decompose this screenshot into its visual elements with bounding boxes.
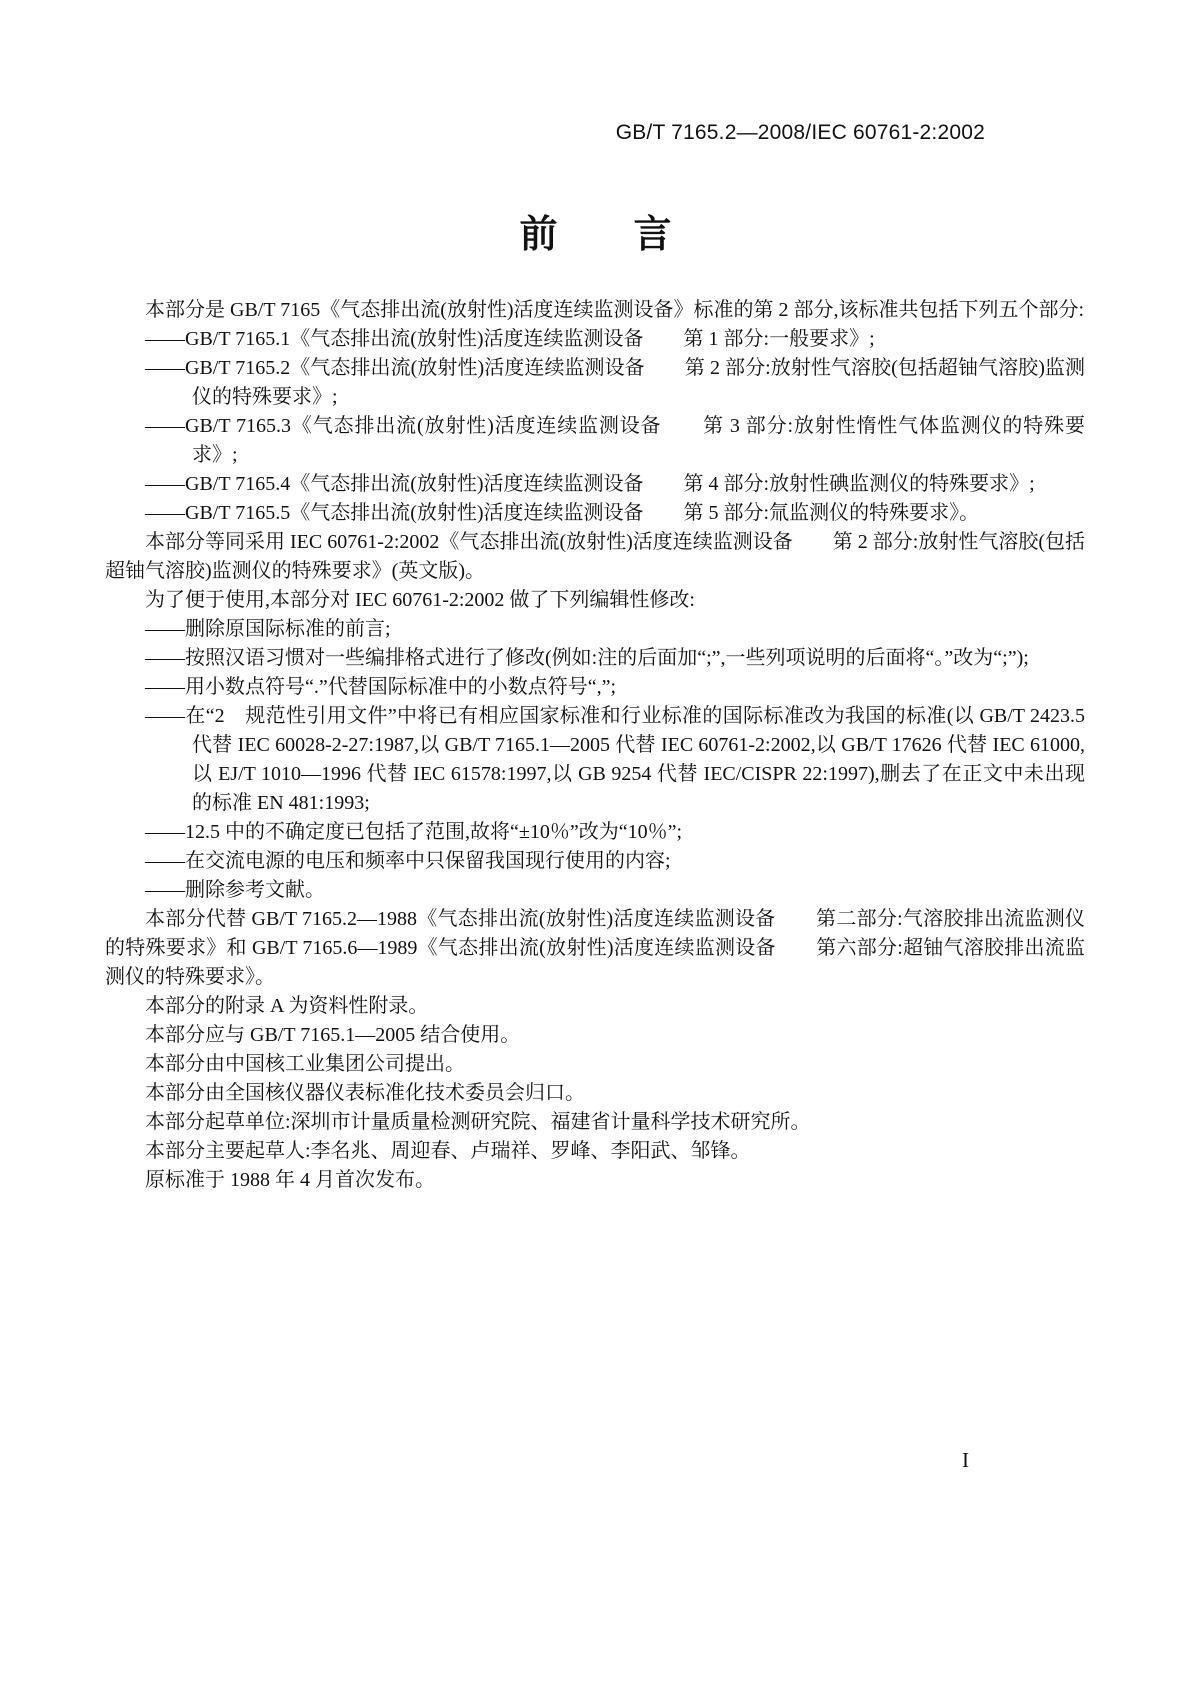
paragraph: 为了便于使用,本部分对 IEC 60761-2:2002 做了下列编辑性修改: bbox=[145, 589, 695, 611]
paragraph: 本部分等同采用 IEC 60761-2:2002《气态排出流(放射性)活度连续监测设备 第 2 部分:放射性气溶胶(包括超铀气溶胶)监测仪的特殊要求》(英文版)。 bbox=[105, 531, 1085, 582]
paragraph: ——在交流电源的电压和频率中只保留我国现行使用的内容; bbox=[145, 850, 671, 872]
page-number: I bbox=[962, 1448, 969, 1472]
paragraph: 本部分由全国核仪器仪表标准化技术委员会归口。 bbox=[145, 1082, 585, 1104]
paragraph: 本部分是 GB/T 7165《气态排出流(放射性)活度连续监测设备》标准的第 2 部分,该标准共包括下列五个部分: bbox=[145, 299, 1085, 321]
paragraph: ——按照汉语习惯对一些编排格式进行了修改(例如:注的后面加“;”,一些列项说明的后面将“。”改为“;”); bbox=[145, 647, 1029, 669]
paragraph: ——删除原国际标准的前言; bbox=[145, 618, 391, 640]
paragraph: 原标准于 1988 年 4 月首次发布。 bbox=[145, 1169, 435, 1191]
paragraph: 本部分代替 GB/T 7165.2—1988《气态排出流(放射性)活度连续监测设备 第二部分:气溶胶排出流监测仪的特殊要求》和 GB/T 7165.6—1989《气态排出流(放射性)活度连续监测设备 第六部分:超铀气溶胶排出流监测仪的特殊要求》。 bbox=[105, 908, 1085, 988]
paragraph: ——在“2 规范性引用文件”中将已有相应国家标准和行业标准的国际标准改为我国的标准(以 GB/T 2423.5 代替 IEC 60028-2-27:1987,以 GB/T 7165.1—2005 代替 IEC 60761-2:2002,以 GB/T 17626 代替 IEC 61000,以 EJ/T 1010—1996 代替 IEC 61578:1997,以 GB 9254 代替 IEC/CISPR 22:1997),删去了在正文中未出现的标准 EN 481:1993; bbox=[145, 705, 1085, 814]
paragraph: ——GB/T 7165.2《气态排出流(放射性)活度连续监测设备 第 2 部分:放射性气溶胶(包括超铀气溶胶)监测仪的特殊要求》; bbox=[145, 357, 1085, 408]
paragraph: ——GB/T 7165.3《气态排出流(放射性)活度连续监测设备 第 3 部分:放射性惰性气体监测仪的特殊要求》; bbox=[145, 415, 1085, 466]
paragraph: ——GB/T 7165.1《气态排出流(放射性)活度连续监测设备 第 1 部分:一般要求》; bbox=[145, 328, 875, 350]
document-body bbox=[105, 296, 1085, 1195]
paragraph: 本部分应与 GB/T 7165.1—2005 结合使用。 bbox=[145, 1024, 521, 1046]
page-title: 前 言 bbox=[519, 214, 672, 256]
paragraph: ——删除参考文献。 bbox=[145, 879, 325, 901]
document-header: GB/T 7165.2—2008/IEC 60761-2:2002 bbox=[615, 121, 985, 144]
paragraph: 本部分由中国核工业集团公司提出。 bbox=[145, 1053, 465, 1075]
paragraph: 本部分的附录 A 为资料性附录。 bbox=[145, 995, 429, 1017]
paragraph: 本部分主要起草人:李名兆、周迎春、卢瑞祥、罗峰、李阳武、邹锋。 bbox=[145, 1140, 751, 1162]
paragraph: ——GB/T 7165.5《气态排出流(放射性)活度连续监测设备 第 5 部分:氚监测仪的特殊要求》。 bbox=[145, 502, 980, 524]
paragraph: ——12.5 中的不确定度已包括了范围,故将“±10％”改为“10％”; bbox=[145, 821, 683, 843]
paragraph: ——用小数点符号“.”代替国际标准中的小数点符号“,”; bbox=[145, 676, 617, 698]
paragraph: ——GB/T 7165.4《气态排出流(放射性)活度连续监测设备 第 4 部分:放射性碘监测仪的特殊要求》; bbox=[145, 473, 1035, 495]
paragraph: 本部分起草单位:深圳市计量质量检测研究院、福建省计量科学技术研究所。 bbox=[145, 1111, 811, 1133]
